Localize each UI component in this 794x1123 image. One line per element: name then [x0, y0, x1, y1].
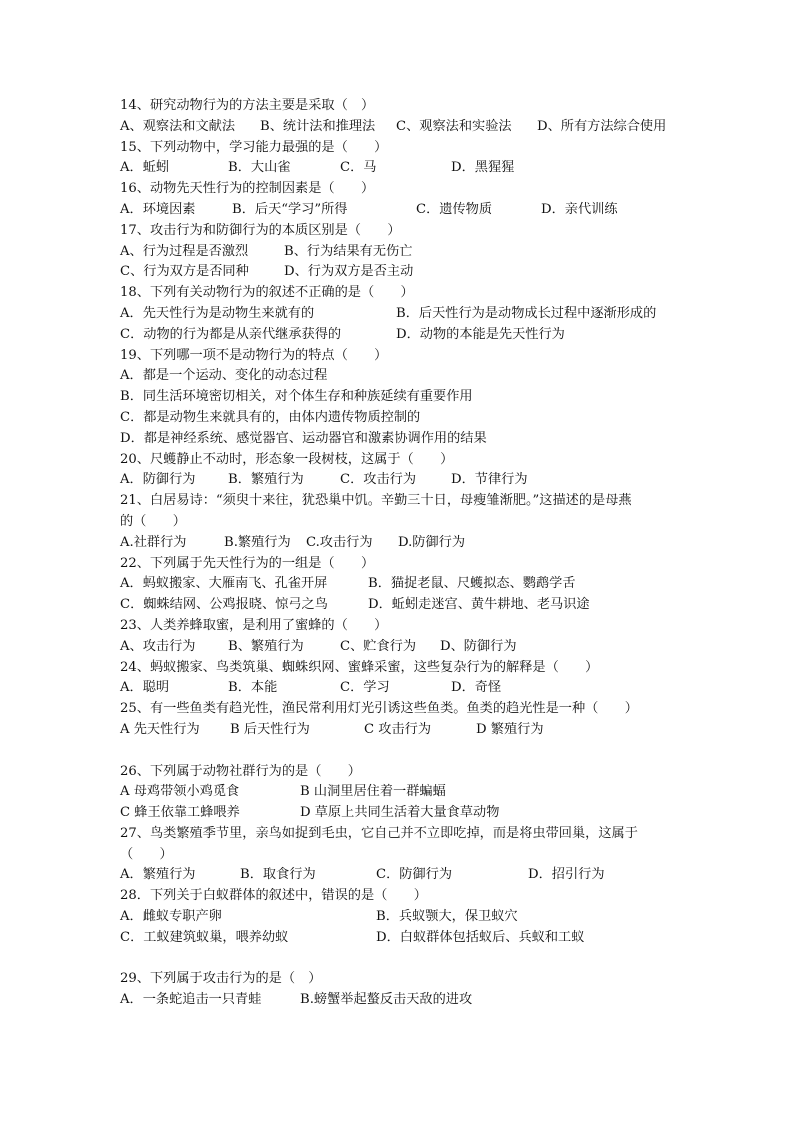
question-28-stem: 28．下列关于白蚁群体的叙述中，错误的是（ ） — [120, 888, 427, 904]
option-c: C 蜂王依靠工蜂喂养 — [120, 805, 240, 821]
question-22-options-row2 — [120, 595, 680, 616]
option-d: D 草原上共同生活着大量食草动物 — [300, 805, 500, 821]
option-b: B．同生活环境密切相关，对个体生存和种族延续有重要作用 — [120, 389, 473, 405]
question-24-options — [120, 678, 680, 699]
question-22-stem: 22、下列属于先天性行为的一组是（ ） — [120, 555, 375, 571]
option-b: B．后天“学习”所得 — [232, 201, 348, 217]
option-b: B．猫捉老鼠、尺蠖拟态、鹦鹉学舌 — [368, 576, 576, 592]
question-20-stem: 20、尺蠖静止不动时，形态象一段树枝，这属于（ ） — [120, 451, 454, 467]
option-a: A．蚯蚓 — [120, 160, 170, 176]
question-27-options — [120, 865, 680, 886]
option-a: A．防御行为 — [120, 472, 196, 488]
option-a: A、行为过程是否激烈 — [120, 243, 249, 259]
option-d: D．奇怪 — [451, 680, 502, 696]
option-b: B．兵蚁颚大，保卫蚁穴 — [376, 909, 518, 925]
question-21-stem: 21、白居易诗：“须臾十来往，犹恐巢中饥。辛勤三十日，母瘦雏渐肥。”这描述的是母燕 — [120, 493, 632, 509]
option-d: D、所有方法综合使用 — [537, 118, 667, 134]
option-c: C．攻击行为 — [340, 472, 417, 488]
question-23-stem: 23、人类养蜂取蜜，是利用了蜜蜂的（ ） — [120, 617, 388, 633]
option-d: D 繁殖行为 — [476, 721, 544, 737]
question-16-stem: 16、动物先天性行为的控制因素是（ ） — [120, 181, 375, 197]
question-27-stem-continued: （ ） — [120, 846, 173, 862]
option-b: B．繁殖行为 — [228, 472, 304, 488]
option-a: A.社群行为 — [120, 534, 187, 550]
option-a: A、观察法和文献法 — [120, 118, 236, 134]
option-c: C．遗传物质 — [416, 201, 493, 217]
option-a: A．繁殖行为 — [120, 867, 196, 883]
option-c: C．马 — [340, 160, 377, 176]
question-list — [120, 96, 680, 1011]
question-22-options-row1 — [120, 574, 680, 595]
question-21-options — [120, 533, 680, 554]
option-d: D．蚯蚓走迷宫、黄牛耕地、老马识途 — [368, 597, 590, 613]
option-d: D．节律行为 — [451, 472, 528, 488]
question-25-options — [120, 720, 680, 741]
option-c: C．防御行为 — [376, 867, 453, 883]
option-d: D.防御行为 — [398, 534, 466, 550]
question-24-stem: 24、蚂蚁搬家、鸟类筑巢、蜘蛛织网、蜜蜂采蜜，这些复杂行为的解释是（ ） — [120, 659, 599, 675]
option-a: A 母鸡带领小鸡觅食 — [120, 784, 240, 800]
option-b: B．后天性行为是动物成长过程中逐渐形成的 — [396, 305, 657, 321]
option-b: B.繁殖行为 — [224, 534, 291, 550]
option-d: D．招引行为 — [528, 867, 605, 883]
question-18-stem: 18、下列有关动物行为的叙述不正确的是（ ） — [120, 285, 414, 301]
option-c: C．蜘蛛结网、公鸡报晓、惊弓之鸟 — [120, 597, 328, 613]
question-19-stem: 19、下列哪一项不是动物行为的特点（ ） — [120, 347, 388, 363]
option-c: C．学习 — [340, 680, 390, 696]
option-c: C．动物的行为都是从亲代继承获得的 — [120, 326, 342, 342]
spacer — [120, 949, 680, 970]
question-29-stem: 29、下列属于攻击行为的是（ ） — [120, 971, 322, 987]
question-17-stem: 17、攻击行为和防御行为的本质区别是（ ） — [120, 222, 401, 238]
option-c: C．工蚁建筑蚁巢，喂养幼蚁 — [120, 929, 289, 945]
question-18-options-row2 — [120, 325, 680, 346]
option-c: C、贮食行为 — [340, 638, 417, 654]
option-d: D．动物的本能是先天性行为 — [396, 326, 565, 342]
option-b: B．本能 — [228, 680, 278, 696]
question-23-options — [120, 637, 680, 658]
question-17-options-row2 — [120, 262, 680, 283]
question-26-options-row2 — [120, 803, 680, 824]
question-15-options — [120, 158, 680, 179]
question-25-stem: 25、有一些鱼类有趋光性，渔民常利用灯光引诱这些鱼类。鱼类的趋光性是一种（ ） — [120, 701, 638, 717]
option-c: C、观察法和实验法 — [396, 118, 512, 134]
question-28-options-row2 — [120, 928, 680, 949]
question-18-options-row1 — [120, 304, 680, 325]
option-a: A．都是一个运动、变化的动态过程 — [120, 368, 328, 384]
option-b: B、统计法和推理法 — [260, 118, 376, 134]
option-a: A．一条蛇追击一只青蛙 — [120, 992, 262, 1008]
option-a: A 先天性行为 — [120, 721, 200, 737]
question-15-stem: 15、下列动物中，学习能力最强的是（ ） — [120, 139, 388, 155]
option-c: C．都是动物生来就具有的，由体内遗传物质控制的 — [120, 409, 421, 425]
option-b: B.螃蟹举起螯反击天敌的进攻 — [300, 992, 473, 1008]
question-17-options-row1 — [120, 242, 680, 263]
option-a: A．环境因素 — [120, 201, 196, 217]
question-14-options — [120, 117, 680, 138]
option-d: D．白蚁群体包括蚁后、兵蚁和工蚁 — [376, 929, 585, 945]
option-d: D．黑猩猩 — [451, 160, 515, 176]
question-28-options-row1 — [120, 907, 680, 928]
question-21-stem-continued: 的（ ） — [120, 513, 186, 529]
option-d: D、行为双方是否主动 — [284, 264, 414, 280]
option-a: A、攻击行为 — [120, 638, 196, 654]
question-29-options — [120, 990, 680, 1011]
option-c: C、行为双方是否同种 — [120, 264, 249, 280]
option-b: B 山洞里居住着一群蝙蝠 — [300, 784, 446, 800]
option-b: B、繁殖行为 — [228, 638, 304, 654]
option-b: B．大山雀 — [228, 160, 291, 176]
option-a: A．雌蚁专职产卵 — [120, 909, 222, 925]
question-27-stem: 27、鸟类繁殖季节里，亲鸟如捉到毛虫，它自己并不立即吃掉，而是将虫带回巢，这属于 — [120, 825, 638, 841]
option-c: C 攻击行为 — [364, 721, 432, 737]
option-b: B．取食行为 — [240, 867, 316, 883]
option-a: A．聪明 — [120, 680, 170, 696]
question-20-options — [120, 470, 680, 491]
question-16-options — [120, 200, 680, 221]
question-26-options-row1 — [120, 782, 680, 803]
question-14-stem: 14、研究动物行为的方法主要是采取（ ） — [120, 98, 375, 113]
option-b: B 后天性行为 — [230, 721, 310, 737]
option-d: D．都是神经系统、感觉器官、运动器官和激素协调作用的结果 — [120, 430, 487, 446]
option-d: D、防御行为 — [440, 638, 517, 654]
option-d: D．亲代训练 — [541, 201, 618, 217]
question-26-stem: 26、下列属于动物社群行为的是（ ） — [120, 763, 361, 779]
option-b: B、行为结果有无伤亡 — [284, 243, 413, 259]
option-a: A．先天性行为是动物生来就有的 — [120, 305, 315, 321]
option-a: A．蚂蚁搬家、大雁南飞、孔雀开屏 — [120, 576, 328, 592]
spacer — [120, 741, 680, 762]
option-c: C.攻击行为 — [306, 534, 373, 550]
